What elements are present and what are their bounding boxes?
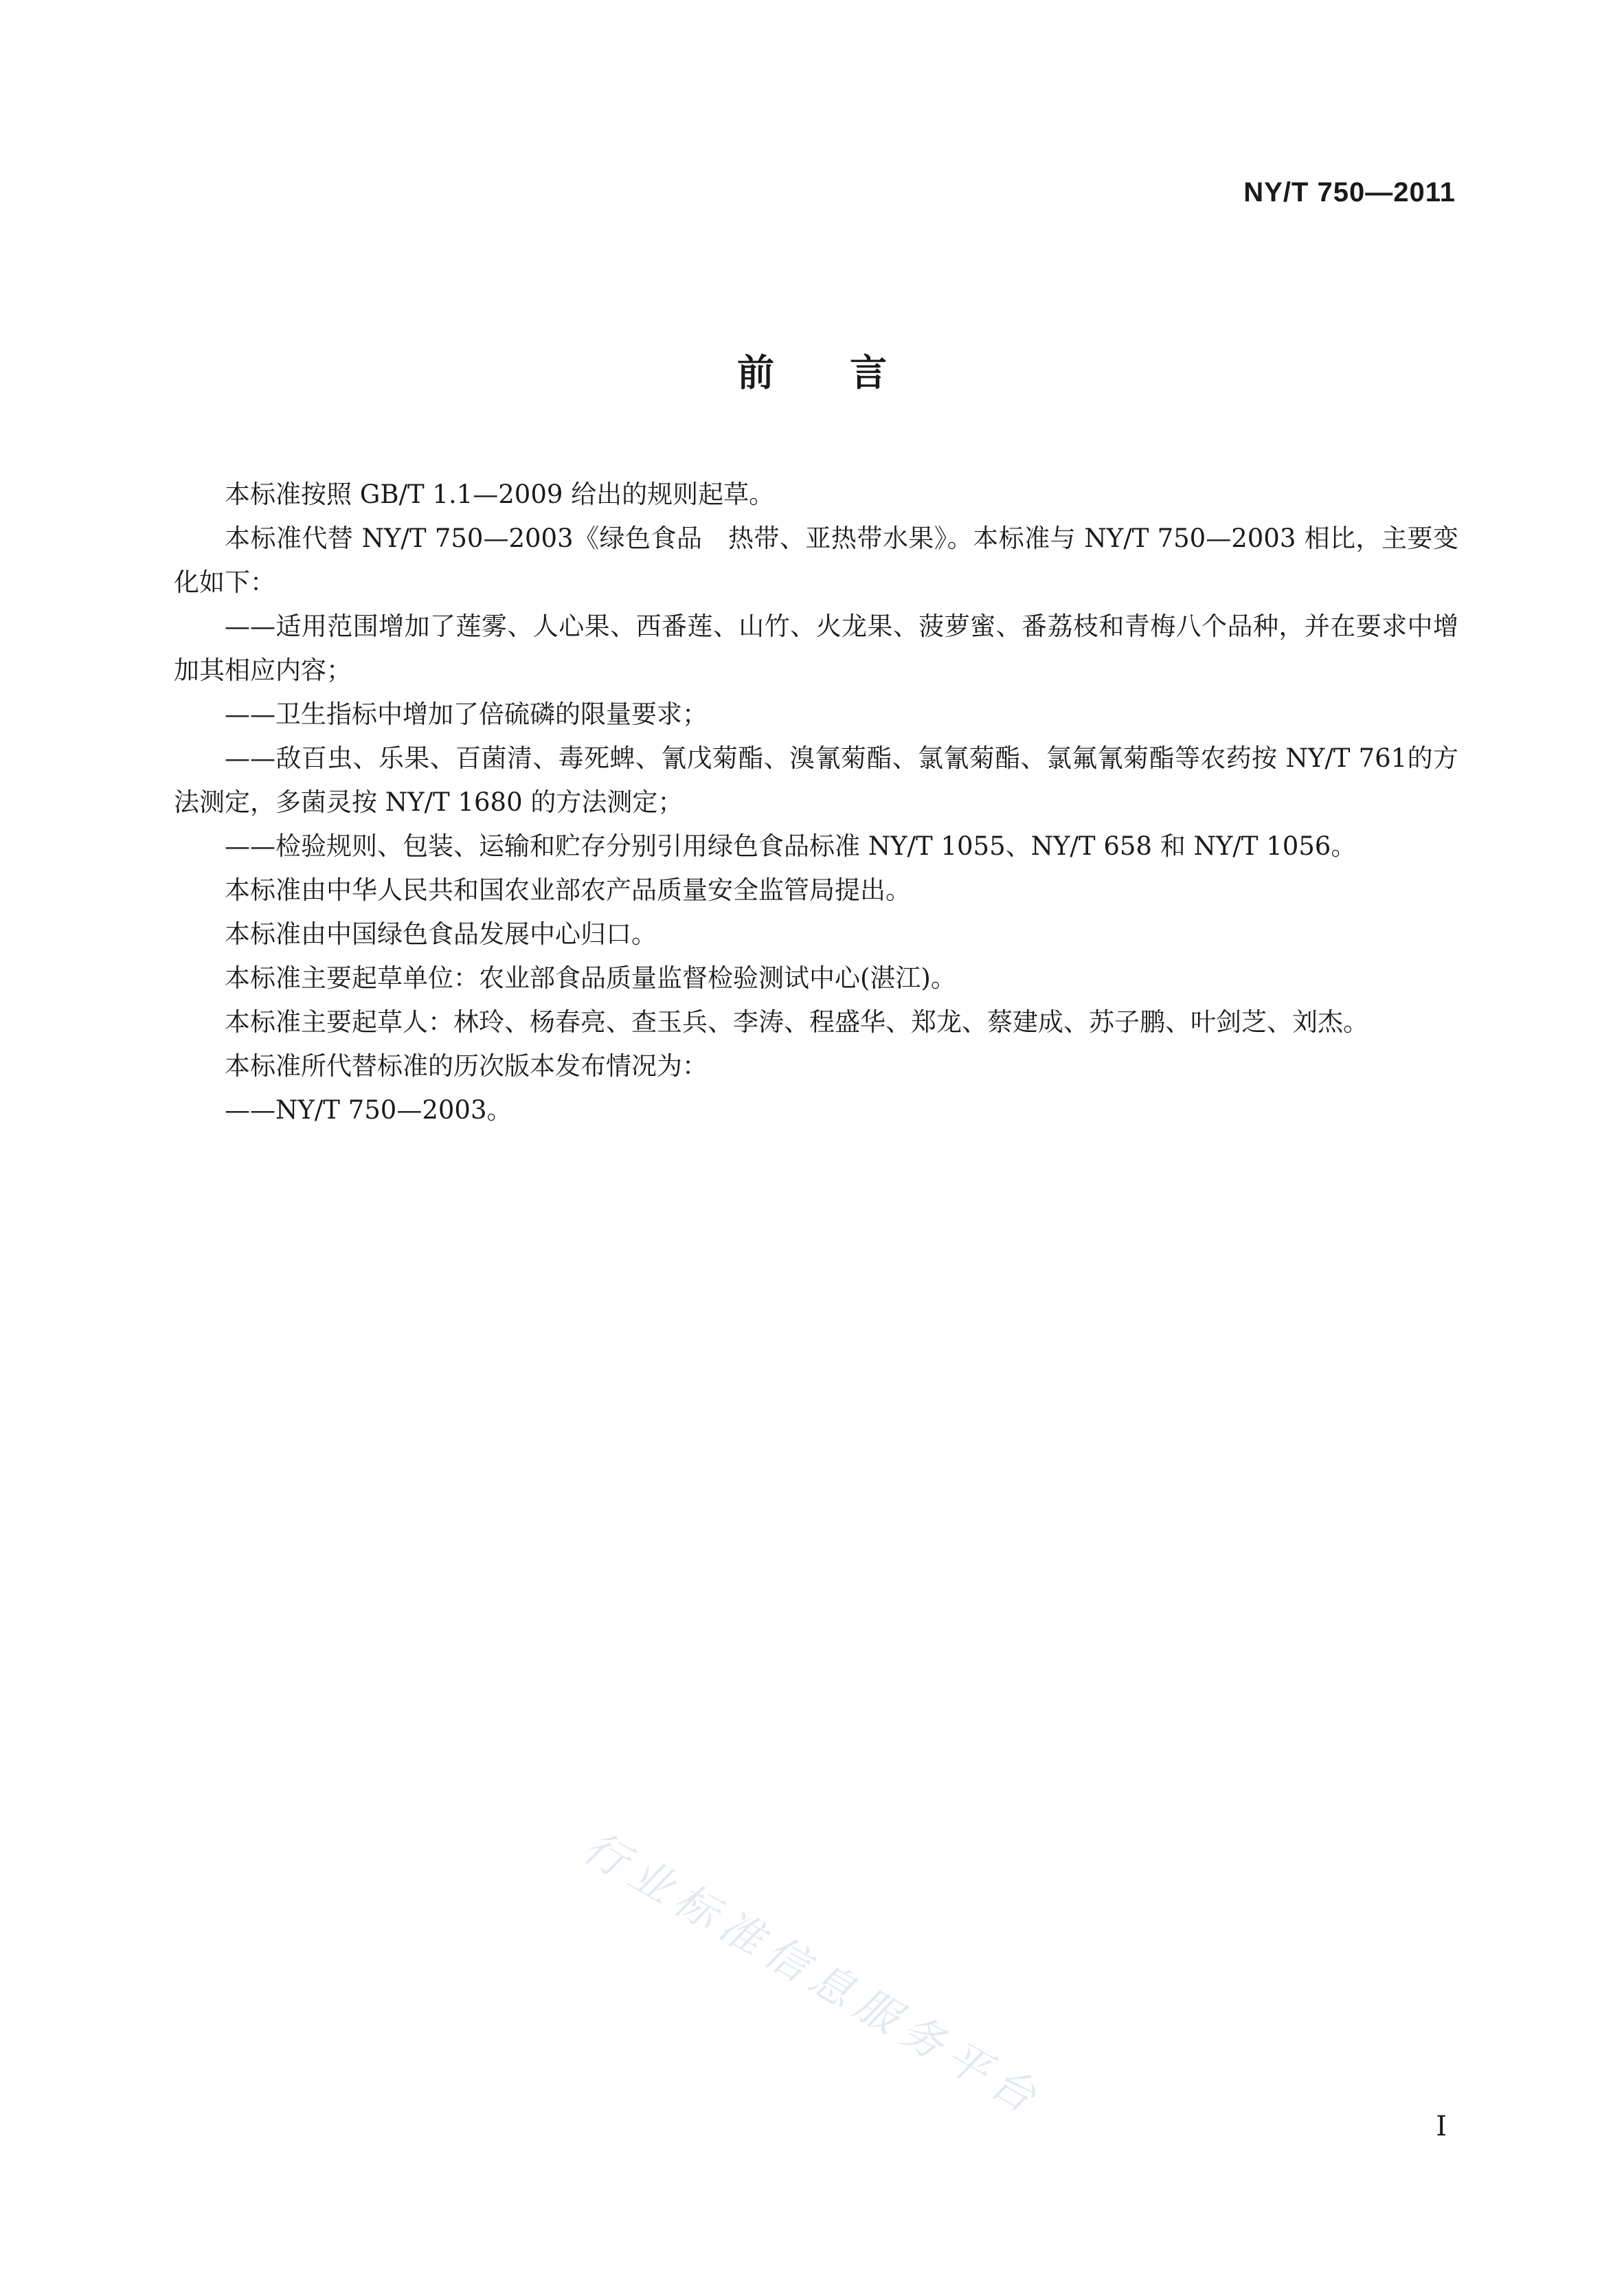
paragraph-replacement: 本标准代替 NY/T 750—2003《绿色食品 热带、亚热带水果》。本标准与 NY/T 750—2003 相比，主要变化如下： [174,524,1458,597]
paragraph-change-scope: ——适用范围增加了莲雾、人心果、西番莲、山竹、火龙果、菠萝蜜、番荔枝和青梅八个品种，并在要求中增加其相应内容； [174,612,1458,685]
page-title: 前言 [737,351,962,394]
paragraph-administrator: 本标准由中国绿色食品发展中心归口。 [225,919,657,949]
watermark: 行业标准信息服务平台 [575,1821,1052,2127]
paragraph-version-history: 本标准所代替标准的历次版本发布情况为： [225,1051,708,1081]
paragraph-change-pesticide-methods: ——敌百虫、乐果、百菌清、毒死蜱、氰戊菊酯、溴氰菊酯、氯氰菊酯、氯氟氰菊酯等农药按 NY/T 761的方法测定，多菌灵按 NY/T 1680 的方法测定； [174,743,1458,817]
foreword-body [174,473,1458,1132]
paragraph-change-hygiene: ——卫生指标中增加了倍硫磷的限量要求； [225,699,708,729]
document-code: NY/T 750—2011 [1243,177,1456,208]
paragraph-drafters: 本标准主要起草人：林玲、杨春亮、查玉兵、李涛、程盛华、郑龙、蔡建成、苏子鹏、叶剑芝、刘杰。 [225,1007,1368,1037]
paragraph-drafting-rules: 本标准按照 GB/T 1.1—2009 给出的规则起草。 [225,480,775,509]
page-number: I [1436,2111,1447,2142]
paragraph-change-inspection: ——检验规则、包装、运输和贮存分别引用绿色食品标准 NY/T 1055、NY/T 658 和 NY/T 1056。 [225,831,1357,861]
paragraph-drafting-unit: 本标准主要起草单位：农业部食品质量监督检验测试中心(湛江)。 [225,963,956,993]
paragraph-proposer: 本标准由中华人民共和国农业部农产品质量安全监管局提出。 [225,875,911,905]
paragraph-previous-version: ——NY/T 750—2003。 [225,1095,512,1125]
